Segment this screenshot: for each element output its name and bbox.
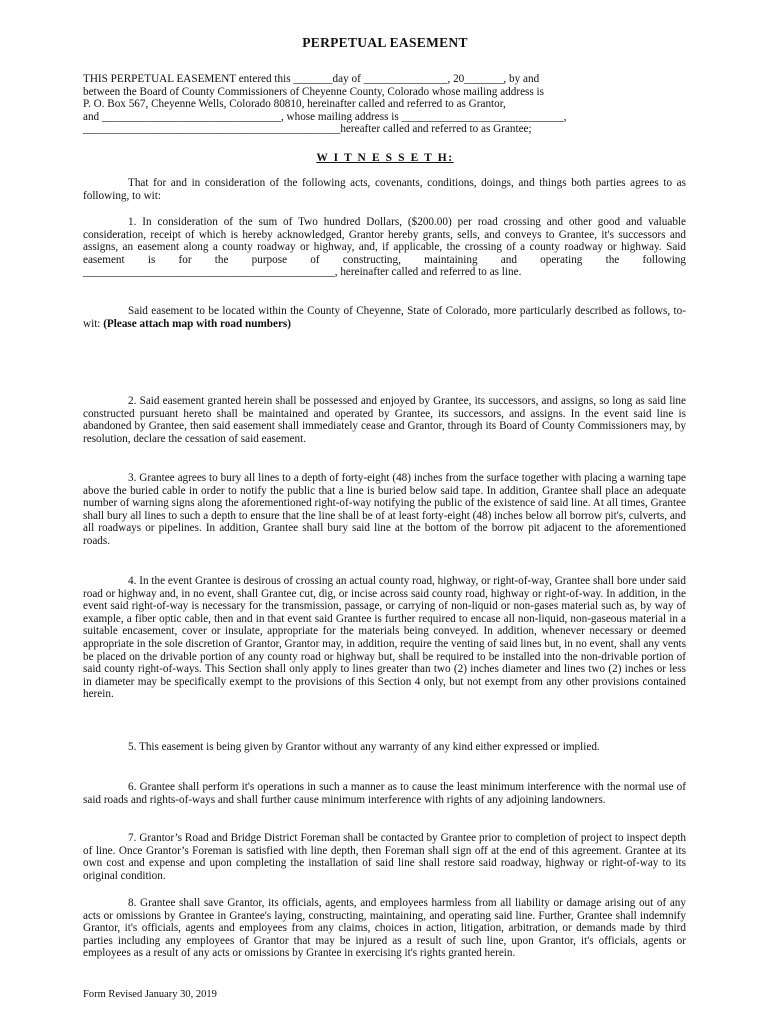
location-text: Said easement to be located within the County of Cheyenne, State of Colorado, more particularly described as follows, to-wit: xyxy=(83,305,686,330)
header-line-1: THIS PERPETUAL EASEMENT entered this _______day of _______________, 20_______, by and xyxy=(83,73,540,85)
paragraph-2: 2. Said easement granted herein shall be possessed and enjoyed by Grantee, its successors, and assigns, so long as said line constructed pursuant hereto shall be maintained and operated by Grantee, its successors, and assigns. In the event said line is abandoned by Grantee, then said easement shall immediately cease and Grantor, through its Board of County Commissioners may, by resolution, declare the cessation of said easement. xyxy=(83,395,686,445)
form-revision-footer: Form Revised January 30, 2019 xyxy=(83,989,217,1000)
intro-paragraph: That for and in consideration of the following acts, covenants, conditions, doings, and things both parties agrees to as following, to wit: xyxy=(83,177,686,202)
header-line-5: ______________________________________________hereafter called and referred to as Grantee; xyxy=(83,123,532,136)
paragraph-8: 8. Grantee shall save Grantor, its officials, agents, and employees harmless from all liability or damage arising out of any acts or omissions by Grantee in Grantee's laying, constructing, maintaining, and operating said line. Further, Grantee shall indemnify Grantor, it's officials, agents and employees from any claims, choices in action, litigation, arbitration, or demands made by third parties including any employees of Grantor that may be injured as a result of such line, upon Grantor, it's officials, agents or employees as a result of any acts or omissions by Grantee in exercising it's rights granted herein. xyxy=(83,897,686,960)
location-paragraph xyxy=(83,305,686,330)
location-attach-note: (Please attach map with road numbers) xyxy=(103,317,291,330)
document-title: PERPETUAL EASEMENT xyxy=(302,35,468,50)
paragraph-6: 6. Grantee shall perform it's operations in such a manner as to cause the least minimum interference with the normal use of said roads and rights-of-ways and shall further cause minimum interference with rights of any adjoining landowners. xyxy=(83,781,686,806)
paragraph-7: 7. Grantor’s Road and Bridge District Foreman shall be contacted by Grantee prior to completion of project to inspect depth of line. Once Grantor’s Foreman is satisfied with line depth, then Foreman shall sign off at the end of this agreement. Grantee at its own cost and expense and upon completing the installation of said line shall restore said roadway, highway or right-of-way to its original condition. xyxy=(83,832,686,882)
paragraph-5: 5. This easement is being given by Grantor without any warranty of any kind either expressed or implied. xyxy=(128,741,600,753)
paragraph-3: 3. Grantee agrees to bury all lines to a depth of forty-eight (48) inches from the surface together with placing a warning tape above the buried cable in order to notify the public that a line is buried below said tape. In addition, Grantee shall place an adequate number of warning signs along the aforementioned right-of-way notifying the public of the existence of said line. At all times, Grantee shall bury all lines to such a depth to ensure that the line shall be of at least forty-eight (48) inches below all borrow pit's, culverts, and all roadways or pipelines. In addition, Grantee shall bury said line at the bottom of the borrow pit adjacent to the aforementioned roads. xyxy=(83,472,686,547)
header-block xyxy=(83,73,686,136)
witnesseth-heading: W I T N E S S E T H: xyxy=(316,152,454,164)
header-line-2: between the Board of County Commissioners of Cheyenne County, Colorado whose mailing address is xyxy=(83,85,545,98)
paragraph-1: 1. In consideration of the sum of Two hundred Dollars, ($200.00) per road crossing and other good and valuable consideration, receipt of which is hereby acknowledged, Grantor hereby grants, sells, and conveys to Grantee, it's successors and assigns, an easement along a county roadway or highway, and, if applicable, the crossing of a county roadway or highway. Said easement is for the purpose of constructing, maintaining and operating the following _____________________________________________, hereinafter called and referred to as line. xyxy=(83,216,686,279)
header-line-3: P. O. Box 567, Cheyenne Wells, Colorado 80810, hereinafter called and referred to as Grantor, xyxy=(83,98,506,111)
header-line-4: and ________________________________, whose mailing address is _____________________________, xyxy=(83,110,567,123)
paragraph-4: 4. In the event Grantee is desirous of crossing an actual county road, highway, or right-of-way, Grantee shall bore under said road or highway and, in no event, shall Grantee cut, dig, or incise across said county road, highway or right-of-way. In addition, in the event said right-of-way is necessary for the transmission, passage, or carrying of non-liquid or non-gases material such as, by way of example, a fiber optic cable, then and in that event said Grantee is further required to encase all non-liquid, non-gaseous material in a suitable encasement, cover or insulate, appropriate for the materials being conveyed. In addition, whenever necessary or deemed appropriate in the sole discretion of Grantor, Grantor may, in addition, require the venting of said lines but, in no event, shall any vents be placed on the drivable portion of any county road or highway but, shall be required to be installed into the non-drivable portion of said county right-of-ways. This Section shall only apply to lines greater than two (2) inches diameter and lines two (2) inches or less in diameter may be specifically exempt to the provisions of this Section 4 only, but not exempt from any other provisions contained herein. xyxy=(83,575,686,701)
